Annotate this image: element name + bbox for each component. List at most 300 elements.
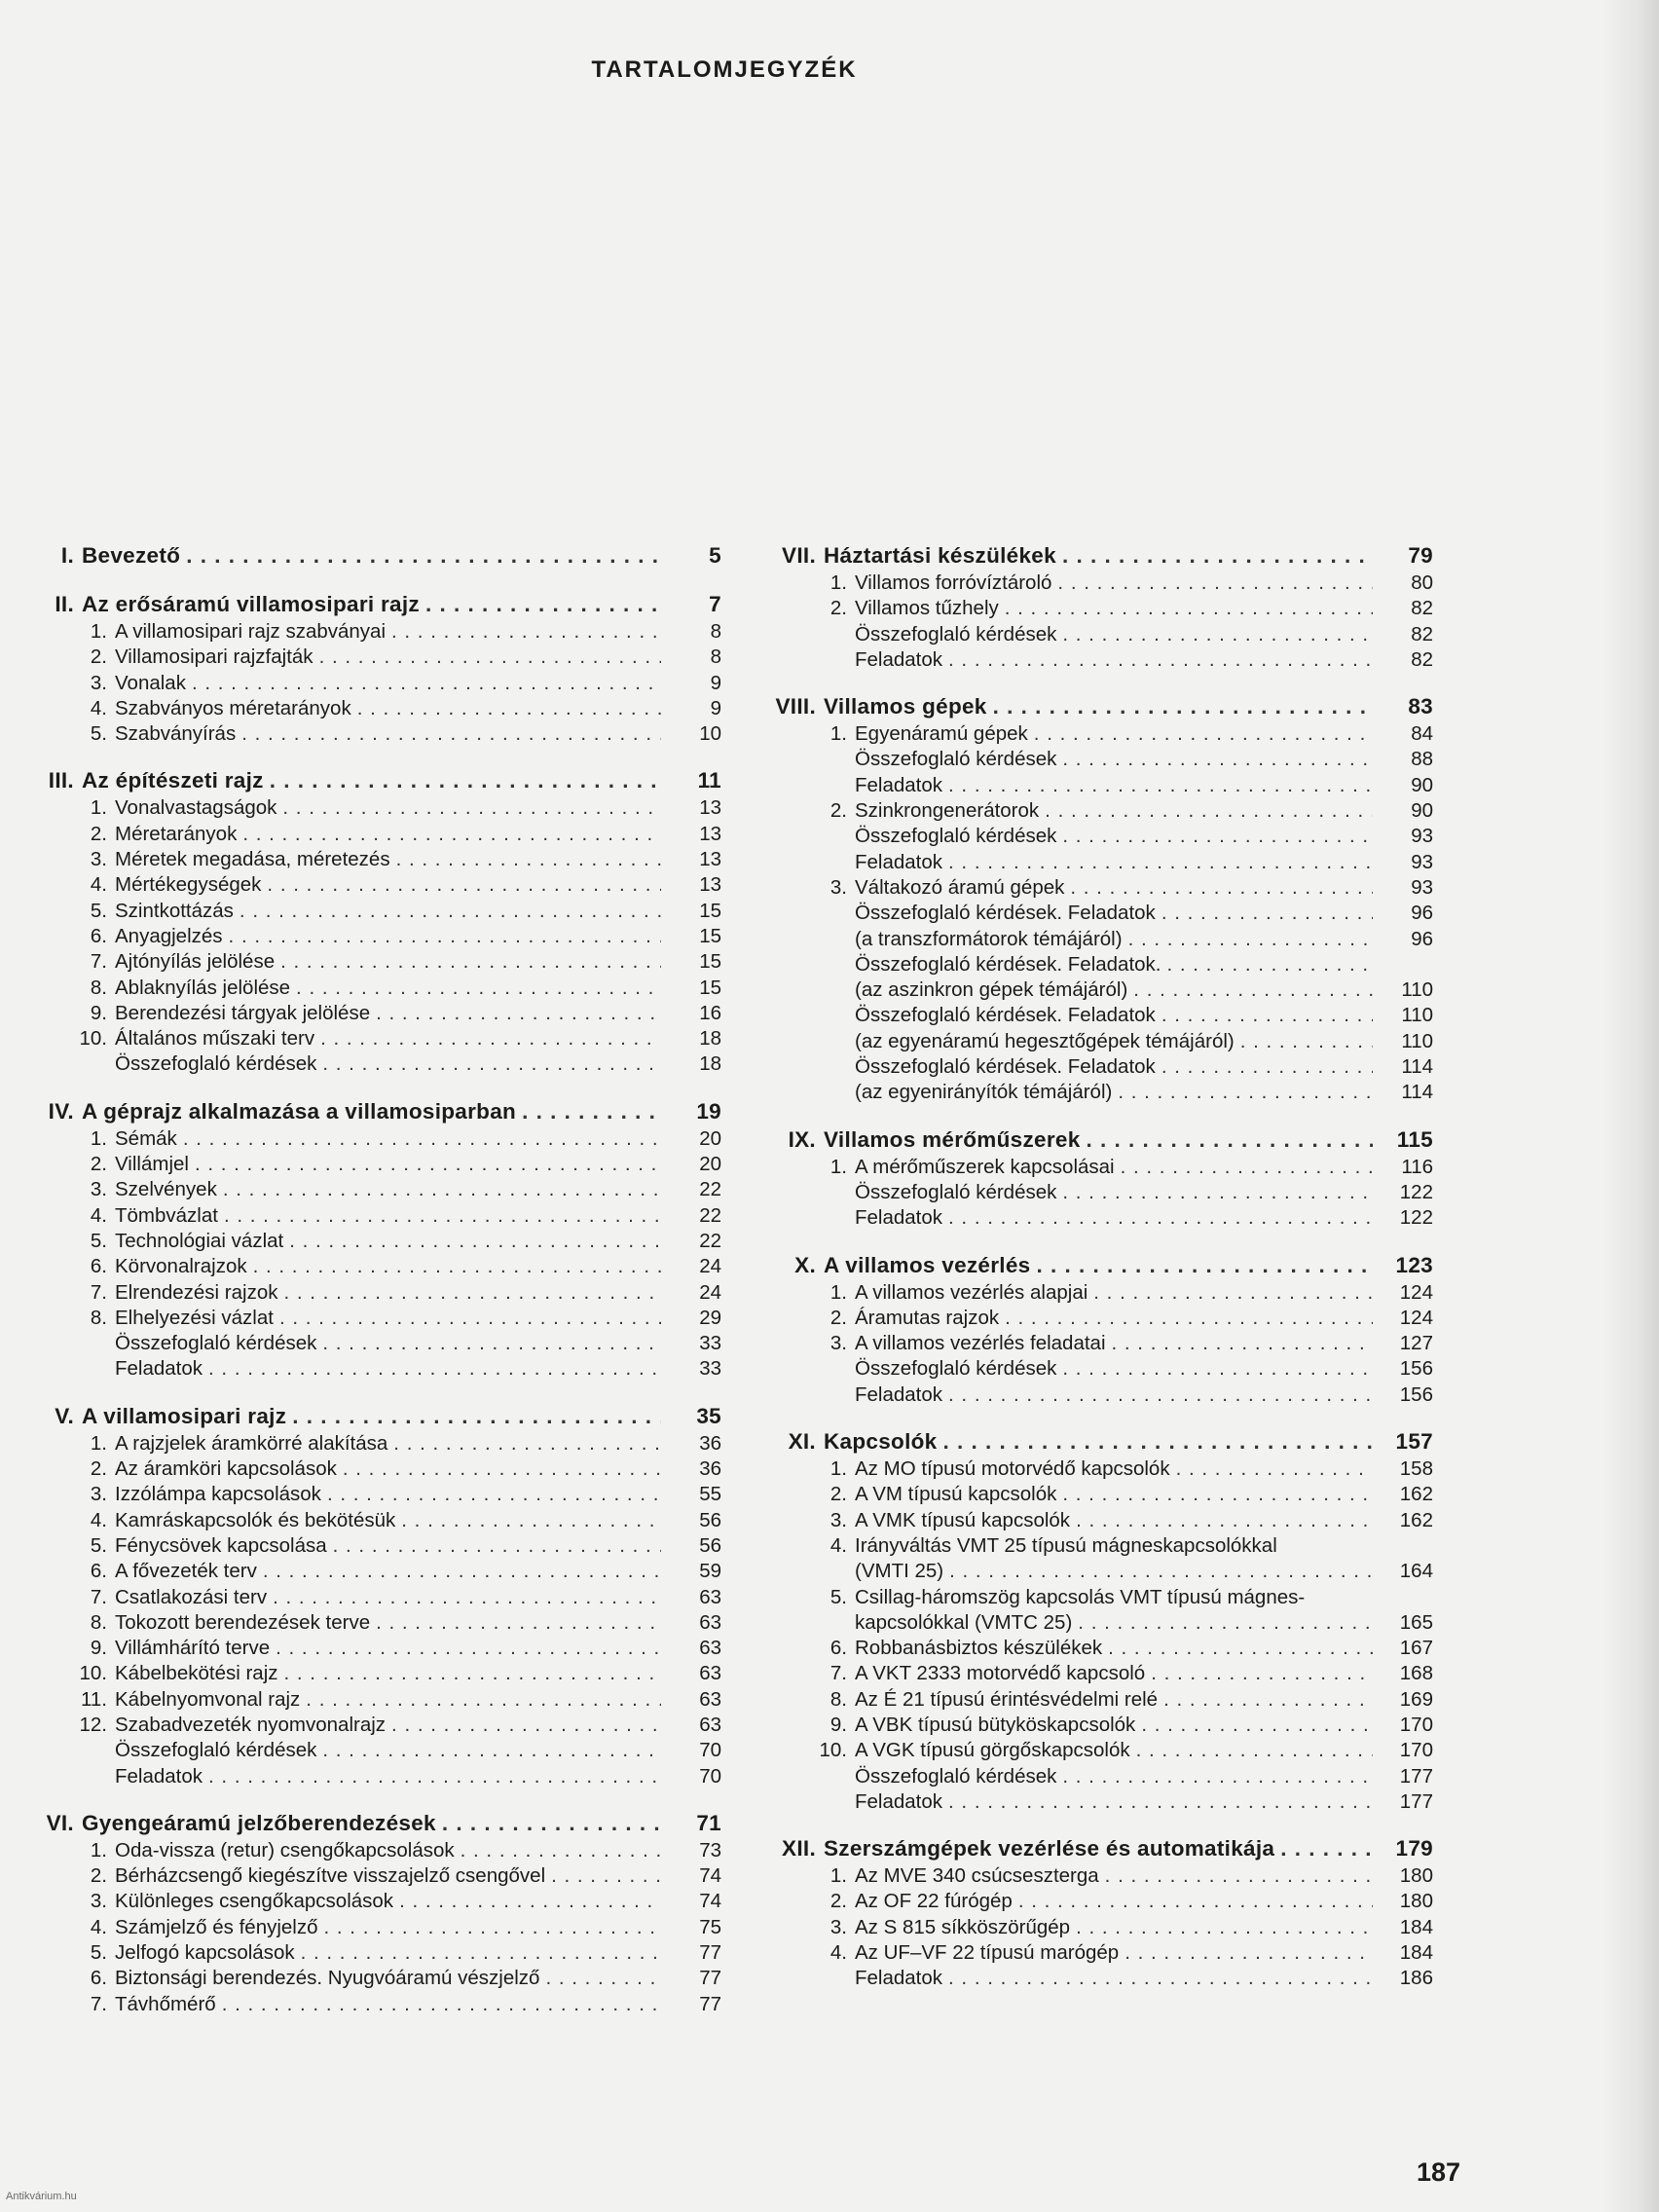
entry-number: 1. xyxy=(830,1155,847,1178)
dot-leader xyxy=(195,1152,661,1177)
toc-entry xyxy=(761,1382,1433,1408)
page-ref: 184 xyxy=(1399,1915,1433,1938)
dot-leader xyxy=(1062,1356,1373,1382)
entry-number: 3. xyxy=(90,671,107,694)
entry-number: 2. xyxy=(90,822,107,845)
entry-title: Számjelző és fényjelző xyxy=(115,1915,318,1938)
page-ref: 167 xyxy=(1399,1637,1433,1660)
chapter-number: V. xyxy=(55,1403,74,1428)
entry-title: Összefoglaló kérdések xyxy=(115,1739,317,1762)
dot-leader xyxy=(376,1610,661,1636)
page-ref: 13 xyxy=(699,796,721,820)
dot-leader xyxy=(273,1585,661,1610)
page-ref: 9 xyxy=(710,671,721,694)
entry-title: Összefoglaló kérdések. Feladatok xyxy=(855,902,1156,925)
page-ref: 162 xyxy=(1399,1508,1433,1531)
toc-entry xyxy=(761,1155,1433,1180)
entry-number: 2. xyxy=(830,1483,847,1506)
page-ref: 80 xyxy=(1411,571,1433,594)
page-ref: 88 xyxy=(1411,748,1433,771)
toc-entry xyxy=(35,1636,721,1661)
entry-title: Feladatok xyxy=(855,1789,943,1813)
toc-entry xyxy=(35,1889,721,1914)
dot-leader xyxy=(1087,1125,1373,1155)
dot-leader xyxy=(1062,747,1373,772)
entry-number: 2. xyxy=(90,1153,107,1176)
dot-leader xyxy=(208,1764,661,1789)
toc-entry xyxy=(35,1254,721,1279)
entry-number: 2. xyxy=(90,1864,107,1888)
page-ref: 170 xyxy=(1399,1739,1433,1762)
dot-leader xyxy=(948,1966,1373,1991)
page-ref: 36 xyxy=(699,1431,721,1455)
dot-leader xyxy=(1133,977,1373,1003)
chapter-title: Villamos mérőműszerek xyxy=(824,1126,1081,1152)
entry-title: Feladatok xyxy=(115,1764,203,1788)
toc-section xyxy=(761,541,1433,673)
entry-number: 8. xyxy=(90,1610,107,1634)
entry-number: 6. xyxy=(90,1560,107,1583)
page-ref: 96 xyxy=(1411,902,1433,925)
entry-number: 1. xyxy=(90,1126,107,1150)
entry-title: Egyenáramú gépek xyxy=(855,722,1028,746)
entry-number: 4. xyxy=(90,696,107,719)
dot-leader xyxy=(241,721,661,747)
entry-title: Összefoglaló kérdések xyxy=(855,1357,1057,1381)
page-ref: 93 xyxy=(1411,850,1433,873)
page-ref: 22 xyxy=(699,1203,721,1227)
entry-title: Kábelbekötési rajz xyxy=(115,1662,278,1685)
toc-entry xyxy=(35,1177,721,1202)
page-ref: 157 xyxy=(1395,1429,1433,1455)
page-ref: 22 xyxy=(699,1178,721,1201)
page-ref: 127 xyxy=(1399,1332,1433,1355)
page-ref: 63 xyxy=(699,1637,721,1660)
dot-leader xyxy=(1163,1687,1373,1713)
toc-entry xyxy=(761,1559,1433,1584)
toc-chapter-heading xyxy=(761,541,1433,571)
entry-title: Különleges csengőkapcsolások xyxy=(115,1890,394,1913)
entry-title: Az áramköri kapcsolások xyxy=(115,1457,337,1481)
page-ref: 165 xyxy=(1399,1610,1433,1634)
toc-entry xyxy=(761,1789,1433,1815)
dot-leader xyxy=(1280,1834,1373,1863)
toc-entry xyxy=(761,1889,1433,1914)
dot-leader xyxy=(267,872,661,898)
watermark: Antikvárium.hu xyxy=(6,2191,77,2202)
entry-number: 9. xyxy=(90,1001,107,1024)
dot-leader xyxy=(949,1559,1373,1584)
entry-number: 3. xyxy=(90,1890,107,1913)
toc-entry xyxy=(35,1585,721,1610)
toc-entry xyxy=(761,1356,1433,1382)
entry-title: Az É 21 típusú érintésvédelmi relé xyxy=(855,1687,1159,1711)
dot-leader xyxy=(327,1482,661,1507)
page-ref: 56 xyxy=(699,1508,721,1531)
entry-number: 4. xyxy=(90,873,107,897)
toc-entry xyxy=(35,619,721,645)
page-ref: 82 xyxy=(1411,647,1433,671)
dot-leader xyxy=(1240,1029,1373,1054)
entry-title: Csatlakozási terv xyxy=(115,1585,268,1608)
toc-entry xyxy=(761,1661,1433,1686)
page-ref: 114 xyxy=(1401,1055,1433,1079)
toc-entry xyxy=(761,977,1433,1003)
entry-number: 7. xyxy=(90,950,107,974)
toc-entry xyxy=(761,1764,1433,1789)
toc-entry xyxy=(35,696,721,721)
page-ref: 24 xyxy=(699,1280,721,1304)
entry-title: Összefoglaló kérdések xyxy=(855,1764,1057,1788)
entry-title: Összefoglaló kérdések. Feladatok xyxy=(855,1004,1156,1027)
entry-title: Összefoglaló kérdések xyxy=(115,1332,317,1355)
toc-entry xyxy=(761,927,1433,952)
chapter-title: Gyengeáramú jelzőberendezések xyxy=(82,1810,436,1835)
page-ref: 110 xyxy=(1401,978,1433,1002)
dot-leader xyxy=(320,1026,661,1051)
dot-leader xyxy=(223,1177,661,1202)
entry-title: Fénycsövek kapcsolása xyxy=(115,1533,327,1557)
toc-entry xyxy=(35,1456,721,1482)
dot-leader xyxy=(948,773,1373,798)
toc-entry xyxy=(35,899,721,924)
entry-number: 8. xyxy=(90,1306,107,1329)
toc-section xyxy=(761,1125,1433,1232)
toc-section xyxy=(35,590,721,747)
entry-title: Kamráskapcsolók és bekötésük xyxy=(115,1508,396,1531)
toc-entry xyxy=(761,1533,1433,1559)
entry-number: 4. xyxy=(90,1508,107,1531)
dot-leader xyxy=(284,1280,662,1306)
entry-number: 5. xyxy=(90,1229,107,1252)
toc-entry xyxy=(761,596,1433,621)
entry-title: Csillag-háromszög kapcsolás VMT típusú mágnes- xyxy=(855,1585,1306,1608)
dot-leader xyxy=(948,647,1373,673)
chapter-title: Az építészeti rajz xyxy=(82,768,264,793)
entry-title: Elrendezési rajzok xyxy=(115,1280,278,1304)
dot-leader xyxy=(242,822,661,847)
page-ref: 15 xyxy=(699,950,721,974)
entry-number: 1. xyxy=(830,722,847,746)
entry-title: Feladatok xyxy=(855,1206,943,1230)
dot-leader xyxy=(948,1382,1373,1408)
page-ref: 8 xyxy=(710,620,721,643)
entry-title: Mértékegységek xyxy=(115,873,262,897)
dot-leader xyxy=(253,1254,661,1279)
dot-leader xyxy=(322,1331,661,1356)
toc-entry xyxy=(761,824,1433,849)
chapter-number: XII. xyxy=(782,1836,816,1862)
toc-entry xyxy=(35,1126,721,1152)
chapter-number: I. xyxy=(60,543,74,568)
entry-title: Áramutas rajzok xyxy=(855,1306,1000,1329)
chapter-number: II. xyxy=(55,592,74,616)
page-ref: 15 xyxy=(699,976,721,999)
page-ref: 162 xyxy=(1399,1483,1433,1506)
toc-section xyxy=(35,1809,721,2017)
entry-title: Anyagjelzés xyxy=(115,924,223,947)
toc-entry xyxy=(35,1966,721,1991)
toc-entry xyxy=(761,773,1433,798)
dot-leader xyxy=(322,1738,661,1763)
entry-number: 7. xyxy=(830,1662,847,1685)
entry-number: 9. xyxy=(830,1713,847,1736)
entry-title: Izzólámpa kapcsolások xyxy=(115,1483,321,1506)
dot-leader xyxy=(1161,1003,1373,1028)
page-ref: 123 xyxy=(1395,1252,1433,1277)
entry-number: 10. xyxy=(79,1027,107,1051)
toc-entry xyxy=(35,1687,721,1713)
page-ref: 18 xyxy=(699,1052,721,1076)
dot-leader xyxy=(993,692,1373,721)
entry-title: kapcsolókkal (VMTC 25) xyxy=(855,1610,1073,1634)
page-ref: 115 xyxy=(1396,1126,1433,1152)
toc-entry xyxy=(35,1331,721,1356)
entry-title: Vonalak xyxy=(115,671,186,694)
page-ref: 110 xyxy=(1401,1004,1433,1027)
dot-leader xyxy=(240,899,661,924)
dot-leader xyxy=(1093,1280,1373,1306)
page-ref: 33 xyxy=(699,1332,721,1355)
dot-leader xyxy=(1078,1610,1373,1636)
dot-leader xyxy=(1062,1482,1373,1507)
dot-leader xyxy=(461,1838,661,1863)
toc-entry xyxy=(35,1992,721,2017)
entry-title: Az UF–VF 22 típusú marógép xyxy=(855,1941,1120,1965)
entry-title: Feladatok xyxy=(855,1382,943,1406)
page-ref: 90 xyxy=(1411,799,1433,823)
page-ref: 5 xyxy=(709,543,721,568)
toc-entry xyxy=(761,1180,1433,1205)
dot-leader xyxy=(1005,1306,1373,1331)
page-ref: 63 xyxy=(699,1713,721,1736)
page-number: 187 xyxy=(1417,2157,1461,2187)
dot-leader xyxy=(948,1789,1373,1815)
dot-leader xyxy=(1105,1863,1373,1889)
toc-entry xyxy=(35,1280,721,1306)
entry-title: Összefoglaló kérdések. Feladatok. xyxy=(855,952,1161,976)
dot-leader xyxy=(1076,1508,1373,1533)
entry-title: Méretek megadása, méretezés xyxy=(115,848,390,871)
entry-title: Robbanásbiztos készülékek xyxy=(855,1637,1103,1660)
entry-title: (VMTI 25) xyxy=(855,1560,944,1583)
toc-entry xyxy=(761,1003,1433,1028)
page-ref: 180 xyxy=(1399,1864,1433,1888)
entry-title: Ablaknyílás jelölése xyxy=(115,976,291,999)
chapter-number: III. xyxy=(48,768,74,793)
entry-title: Szinkrongenerátorok xyxy=(855,799,1040,823)
dot-leader xyxy=(1045,798,1373,824)
toc-chapter-heading xyxy=(35,1402,721,1431)
page-ref: 13 xyxy=(699,848,721,871)
page-ref: 180 xyxy=(1399,1890,1433,1913)
page-ref: 56 xyxy=(699,1533,721,1557)
chapter-title: Háztartási készülékek xyxy=(824,543,1056,568)
dot-leader xyxy=(183,1126,661,1152)
entry-title: Összefoglaló kérdések xyxy=(855,825,1057,848)
entry-number: 1. xyxy=(830,1864,847,1888)
toc-entry xyxy=(35,1508,721,1533)
entry-number: 6. xyxy=(830,1637,847,1660)
entry-title: Szintkottázás xyxy=(115,899,234,922)
entry-title: (az egyenáramú hegesztőgépek témájáról) xyxy=(855,1029,1235,1052)
entry-number: 5. xyxy=(90,1941,107,1965)
entry-title: Feladatok xyxy=(855,647,943,671)
entry-title: Körvonalrajzok xyxy=(115,1255,247,1278)
entry-title: Összefoglaló kérdések xyxy=(855,748,1057,771)
chapter-number: VII. xyxy=(782,543,816,568)
dot-leader xyxy=(1108,1636,1373,1661)
page-ref: 70 xyxy=(699,1764,721,1788)
toc-entry xyxy=(35,976,721,1001)
dot-leader xyxy=(1062,824,1373,849)
toc-entry xyxy=(35,795,721,821)
entry-number: 10. xyxy=(819,1739,847,1762)
dot-leader xyxy=(1176,1456,1373,1482)
dot-leader xyxy=(1136,1738,1373,1763)
entry-number: 7. xyxy=(90,1280,107,1304)
page-ref: 77 xyxy=(699,1967,721,1990)
toc-entry xyxy=(35,924,721,949)
entry-title: (az egyenirányítók témájáról) xyxy=(855,1081,1113,1104)
dot-leader xyxy=(551,1863,661,1889)
entry-title: Ajtónyílás jelölése xyxy=(115,950,276,974)
page-ref: 15 xyxy=(699,899,721,922)
toc-entry xyxy=(35,1152,721,1177)
entry-title: (a transzformátorok témájáról) xyxy=(855,927,1123,950)
toc-entry xyxy=(761,875,1433,901)
toc-entry xyxy=(761,1080,1433,1105)
entry-title: Biztonsági berendezés. Nyugvóáramú vészjelző xyxy=(115,1967,540,1990)
toc-entry xyxy=(761,1738,1433,1763)
toc-entry xyxy=(35,1940,721,1966)
toc-entry xyxy=(35,1764,721,1789)
dot-leader xyxy=(224,1203,661,1229)
entry-number: 1. xyxy=(90,620,107,643)
entry-title: Összefoglaló kérdések. Feladatok xyxy=(855,1055,1156,1079)
entry-title: Az MO típusú motorvédő kapcsolók xyxy=(855,1457,1170,1481)
toc-entry xyxy=(761,1280,1433,1306)
page-ref: 9 xyxy=(710,696,721,719)
page-ref: 63 xyxy=(699,1585,721,1608)
page-ref: 186 xyxy=(1399,1967,1433,1990)
page-ref: 179 xyxy=(1395,1836,1433,1862)
page-ref: 74 xyxy=(699,1864,721,1888)
entry-title: Technológiai vázlat xyxy=(115,1229,284,1252)
chapter-title: A villamos vezérlés xyxy=(824,1252,1031,1277)
toc-entry xyxy=(35,1026,721,1051)
entry-title: Vonalvastagságok xyxy=(115,796,277,820)
entry-title: Feladatok xyxy=(855,773,943,796)
toc-section xyxy=(35,541,721,571)
entry-number: 6. xyxy=(90,1255,107,1278)
toc-chapter-heading xyxy=(35,541,721,571)
toc-entry xyxy=(761,622,1433,647)
chapter-number: IV. xyxy=(48,1098,74,1124)
entry-number: 3. xyxy=(830,1508,847,1531)
toc-section xyxy=(35,1402,721,1789)
page-ref: 124 xyxy=(1399,1280,1433,1304)
entry-number: 1. xyxy=(830,571,847,594)
entry-number: 2. xyxy=(830,799,847,823)
dot-leader xyxy=(1005,596,1373,621)
dot-leader xyxy=(276,1636,661,1661)
toc-entry xyxy=(35,1610,721,1636)
toc-entry xyxy=(761,1713,1433,1738)
page-ref: 122 xyxy=(1399,1206,1433,1230)
entry-number: 4. xyxy=(90,1203,107,1227)
toc-entry xyxy=(35,872,721,898)
entry-number: 2. xyxy=(830,1890,847,1913)
dot-leader xyxy=(1161,901,1373,926)
dot-leader xyxy=(522,1097,661,1126)
page-ref: 8 xyxy=(710,645,721,669)
toc-entry xyxy=(761,647,1433,673)
page-ref: 114 xyxy=(1401,1081,1433,1104)
toc-entry xyxy=(761,952,1433,977)
entry-title: Bérházcsengő kiegészítve visszajelző csengővel xyxy=(115,1864,546,1888)
entry-number: 1. xyxy=(90,1431,107,1455)
dot-leader xyxy=(442,1809,661,1838)
entry-title: A rajzjelek áramkörré alakítása xyxy=(115,1431,388,1455)
entry-number: 3. xyxy=(830,1915,847,1938)
dot-leader xyxy=(270,766,661,795)
entry-title: Jelfogó kapcsolások xyxy=(115,1941,295,1965)
chapter-number: VIII. xyxy=(775,694,816,719)
page-ref: 169 xyxy=(1399,1687,1433,1711)
entry-title: A villamos vezérlés alapjai xyxy=(855,1280,1088,1304)
toc-entry xyxy=(35,1713,721,1738)
dot-leader xyxy=(357,696,661,721)
dot-leader xyxy=(425,590,661,619)
toc-chapter-heading xyxy=(761,692,1433,721)
page-ref: 122 xyxy=(1399,1180,1433,1203)
page-ref: 82 xyxy=(1411,597,1433,620)
dot-leader xyxy=(1124,1940,1373,1966)
dot-leader xyxy=(1057,571,1373,596)
page-ref: 83 xyxy=(1408,694,1433,719)
toc-chapter-heading xyxy=(35,1097,721,1126)
page-ref: 10 xyxy=(699,722,721,746)
toc-entry xyxy=(35,822,721,847)
dot-leader xyxy=(319,645,661,670)
page-ref: 7 xyxy=(709,592,721,616)
page-ref: 90 xyxy=(1411,773,1433,796)
entry-number: 8. xyxy=(830,1687,847,1711)
entry-title: A fővezeték terv xyxy=(115,1560,257,1583)
entry-title: Váltakozó áramú gépek xyxy=(855,875,1065,899)
dot-leader xyxy=(301,1940,661,1966)
dot-leader xyxy=(263,1559,661,1584)
dot-leader xyxy=(192,671,661,696)
dot-leader xyxy=(282,795,661,821)
toc-entry xyxy=(761,1456,1433,1482)
entry-title: Oda-vissza (retur) csengőkapcsolások xyxy=(115,1838,455,1862)
toc-entry xyxy=(761,1585,1433,1610)
entry-title: Összefoglaló kérdések xyxy=(115,1052,317,1076)
chapter-title: A villamosipari rajz xyxy=(82,1403,287,1428)
entry-title: Villamos forróvíztároló xyxy=(855,571,1052,594)
page-ref: 124 xyxy=(1399,1306,1433,1329)
dot-leader xyxy=(948,1205,1373,1231)
page-edge-shadow xyxy=(1601,0,1659,2212)
toc-entry xyxy=(35,1661,721,1686)
entry-title: Szabadvezeték nyomvonalrajz xyxy=(115,1713,387,1736)
entry-title: A VGK típusú görgőskapcsolók xyxy=(855,1739,1130,1762)
entry-number: 1. xyxy=(90,796,107,820)
toc-entry xyxy=(761,1687,1433,1713)
page-ref: 63 xyxy=(699,1687,721,1711)
